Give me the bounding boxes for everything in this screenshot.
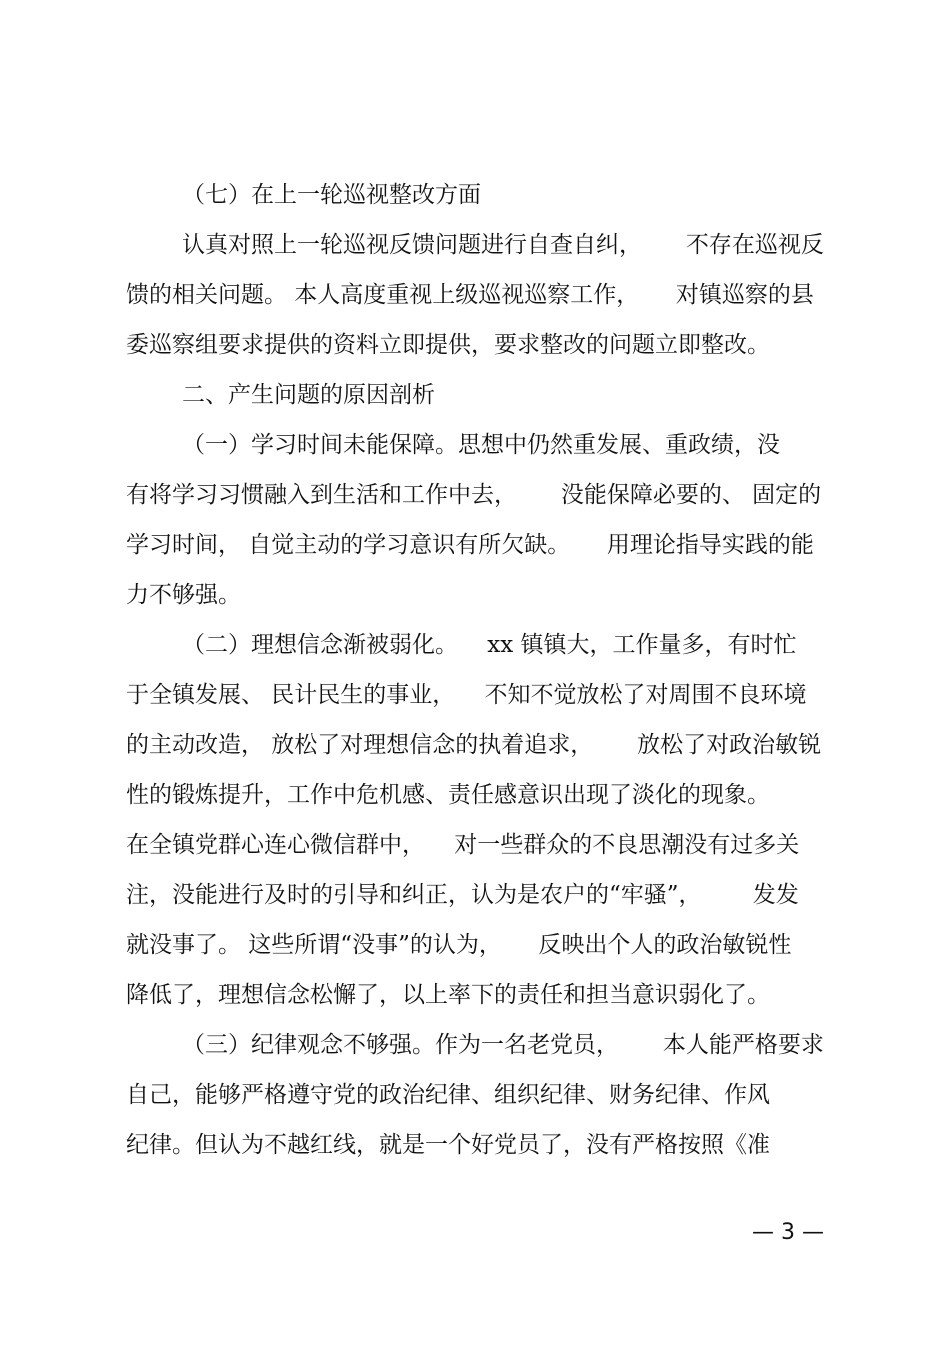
text-line: 力不够强。	[126, 582, 241, 608]
text-line: 馈的相关问题。 本人高度重视上级巡视巡察工作， 对镇巡察的县	[126, 282, 814, 308]
text-line: 降低了，理想信念松懈了，以上率下的责任和担当意识弱化了。	[126, 982, 770, 1008]
text-line: 委巡察组要求提供的资料立即提供，要求整改的问题立即整改。	[126, 332, 770, 358]
text-line: 就没事了。 这些所谓“没事”的认为， 反映出个人的政治敏锐性	[126, 932, 792, 958]
text-line: 纪律。但认为不越红线，就是一个好党员了，没有严格按照《准	[126, 1132, 770, 1158]
text-line: 自己，能够严格遵守党的政治纪律、组织纪律、财务纪律、作风	[126, 1082, 770, 1108]
text-line: （三）纪律观念不够强。作为一名老党员， 本人能严格要求	[182, 1032, 824, 1058]
text-line: （二）理想信念渐被弱化。 xx 镇镇大，工作量多，有时忙	[182, 632, 797, 658]
text-line: 学习时间， 自觉主动的学习意识有所欠缺。 用理论指导实践的能	[126, 532, 814, 558]
text-line: （七）在上一轮巡视整改方面	[182, 182, 481, 208]
text-line: （一）学习时间未能保障。思想中仍然重发展、重政绩，没	[182, 432, 780, 458]
text-line: 的主动改造， 放松了对理想信念的执着追求， 放松了对政治敏锐	[126, 732, 822, 758]
text-line: 性的锻炼提升，工作中危机感、责任感意识出现了淡化的现象。	[126, 782, 770, 808]
text-line: 有将学习习惯融入到生活和工作中去， 没能保障必要的、 固定的	[126, 482, 822, 508]
text-line: 注，没能进行及时的引导和纠正，认为是农户的“牢骚”， 发发	[126, 882, 799, 908]
text-line: 认真对照上一轮巡视反馈问题进行自查自纠， 不存在巡视反	[182, 232, 824, 258]
text-line: 在全镇党群心连心微信群中， 对一些群众的不良思潮没有过多关	[126, 832, 800, 858]
section-heading: 二、产生问题的原因剖析	[182, 382, 435, 408]
text-line: 于全镇发展、 民计民生的事业， 不知不觉放松了对周围不良环境	[126, 682, 807, 708]
page-number: — 3 —	[752, 1220, 824, 1245]
